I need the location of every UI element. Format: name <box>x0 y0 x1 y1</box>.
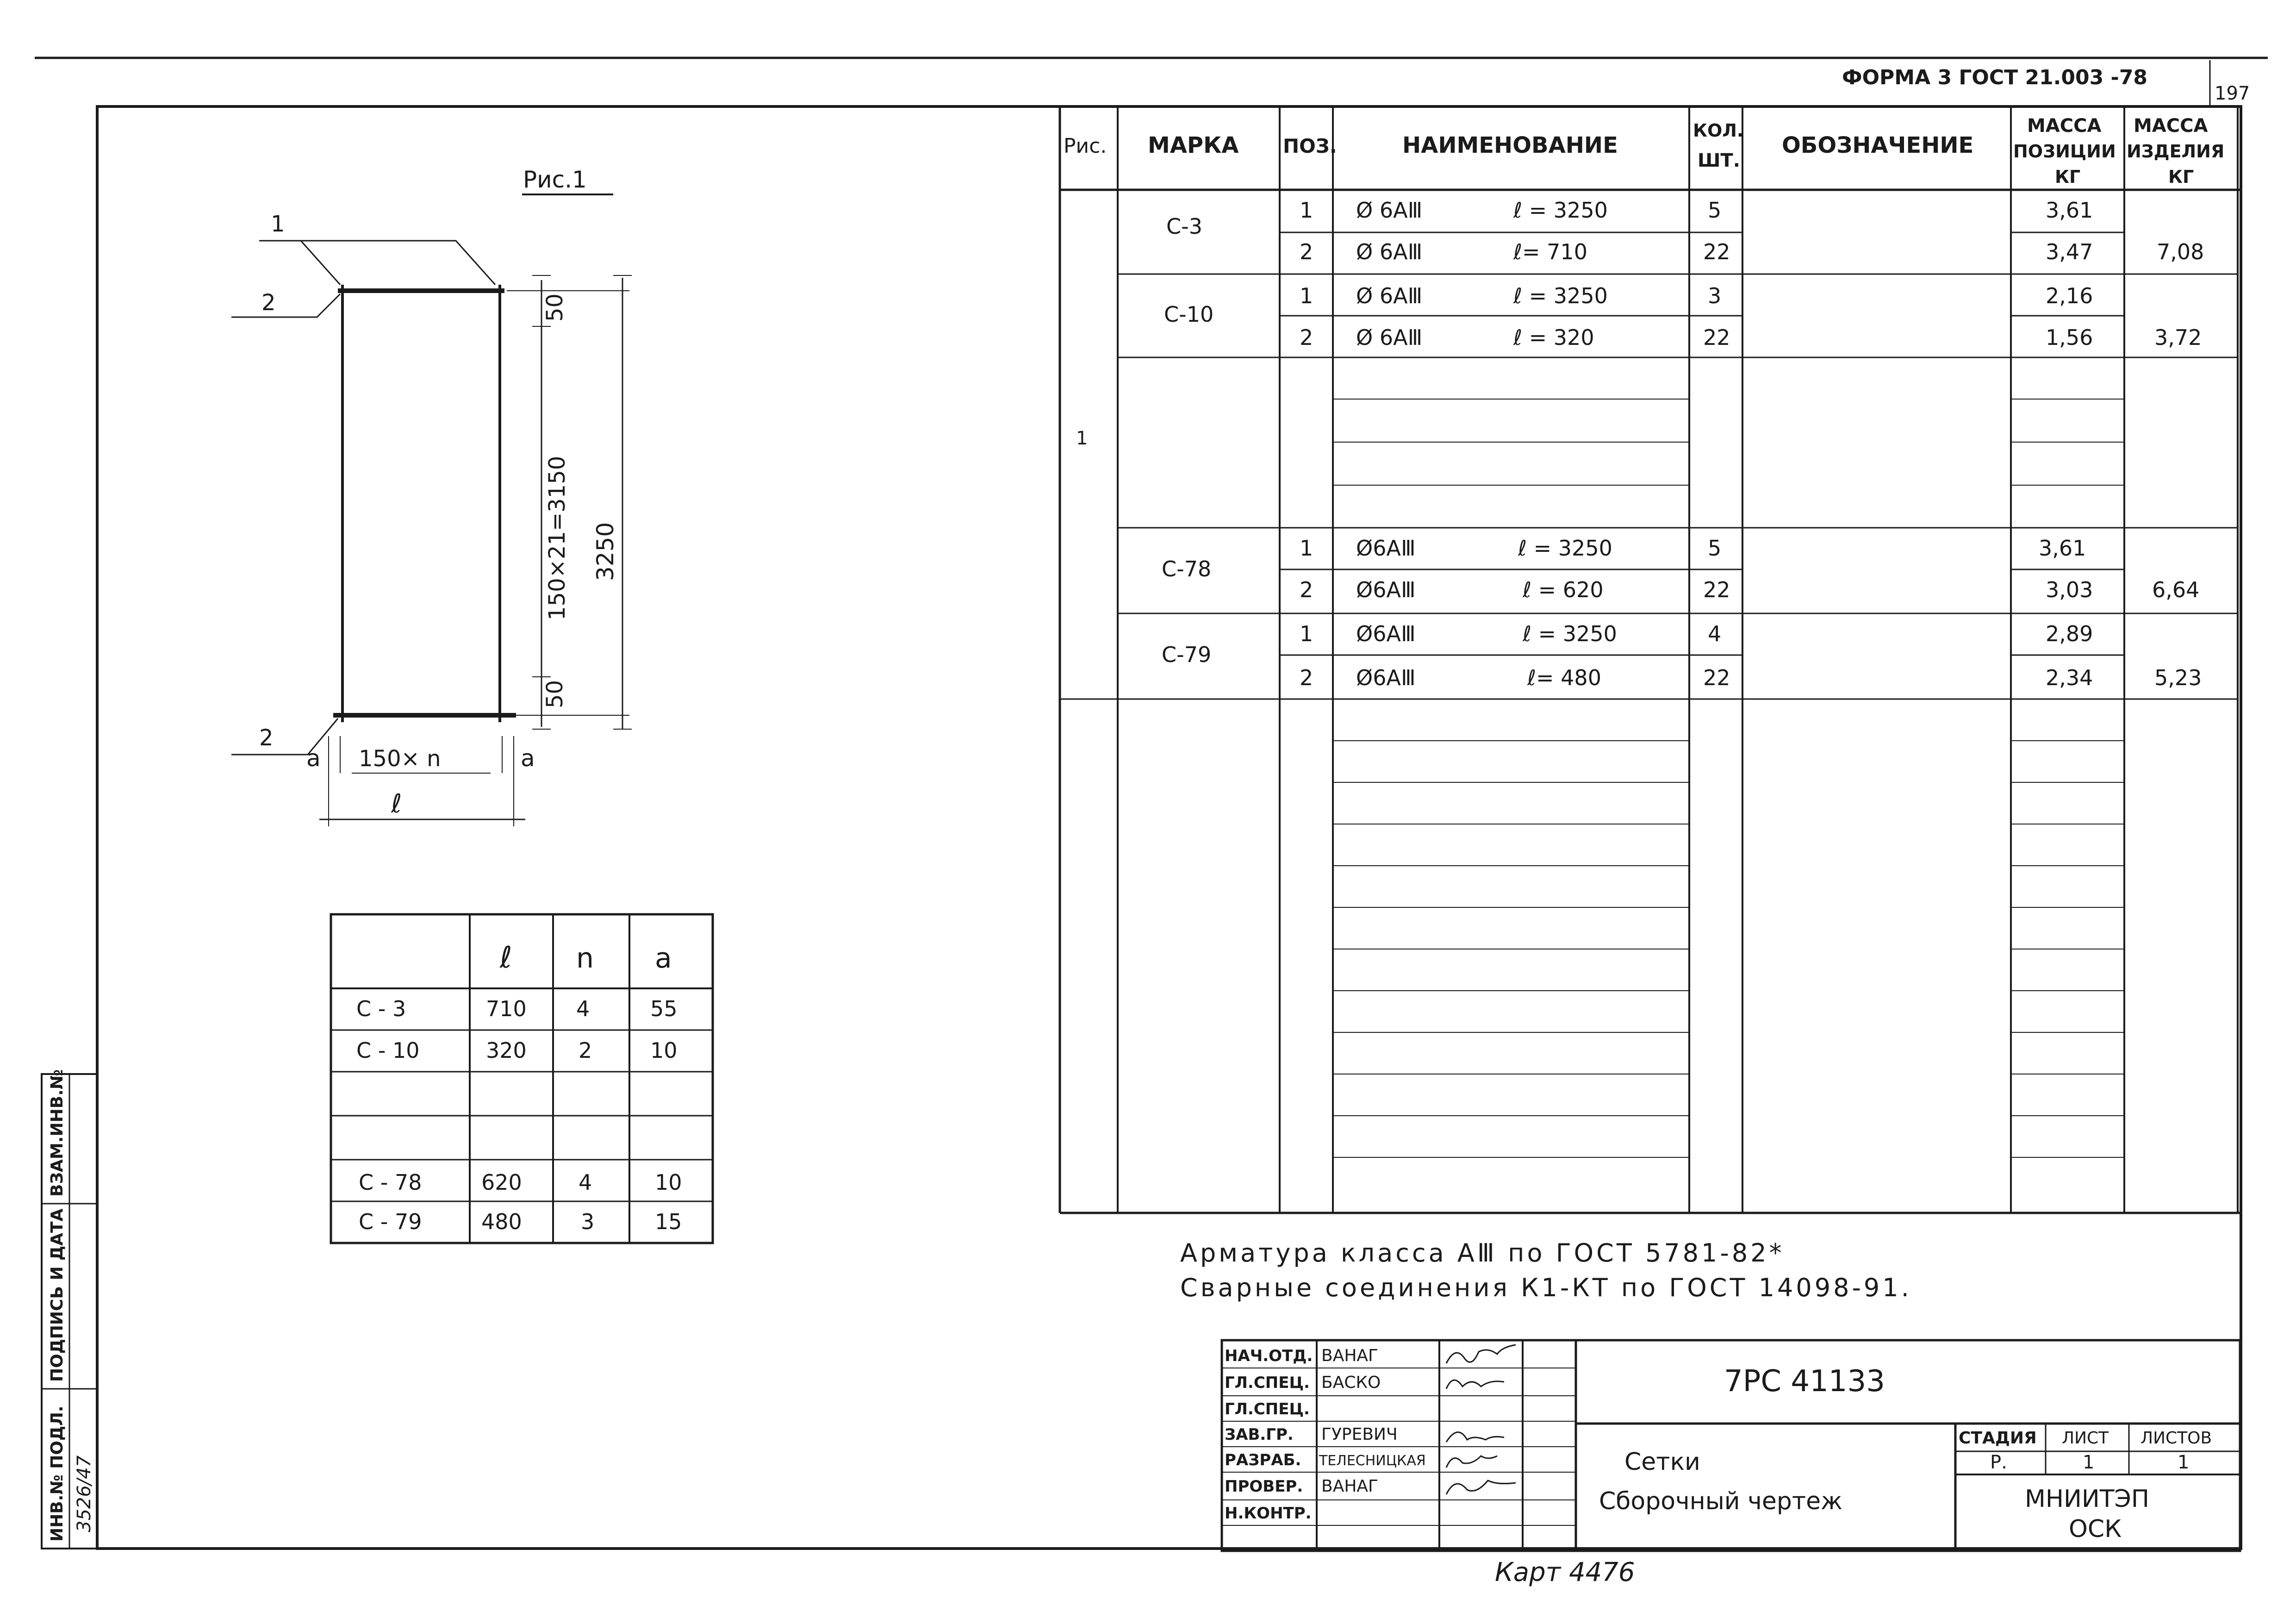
dim-bottom-offset: 50 <box>542 680 568 708</box>
spec-c78-r2-bar: Ø6АⅢ <box>1356 577 1416 602</box>
spec-header-masspos-1: МАССА <box>2027 115 2102 137</box>
spec-c3-r2-bar: Ø 6АⅢ <box>1356 239 1423 264</box>
param-row-2-n: 2 <box>579 1038 592 1063</box>
tb-sheet-label: ЛИСТ <box>2062 1429 2109 1448</box>
spec-header-massitem-2: ИЗДЕЛИЯ <box>2127 141 2225 162</box>
note-1: Арматура класса АⅢ по ГОСТ 5781-82* <box>1180 1238 1785 1268</box>
param-row-2-a: 10 <box>650 1038 678 1063</box>
tb-stage-value: Р. <box>1990 1452 2007 1473</box>
spec-c10-mass-item: 3,72 <box>2154 325 2202 350</box>
tb-stage-label: СТАДИЯ <box>1959 1429 2037 1448</box>
callout-1: 1 <box>271 211 285 237</box>
spec-c78-r2-len: ℓ = 620 <box>1523 577 1604 602</box>
spec-table <box>1060 106 2241 1213</box>
tb-title-line2: Сборочный чертеж <box>1599 1487 1842 1515</box>
tb-role-1: НАЧ.ОТД. <box>1225 1347 1313 1365</box>
form-label: ФОРМА 3 ГОСТ 21.003 -78 <box>1842 66 2148 89</box>
spec-c10-r2-pos: 2 <box>1300 325 1313 350</box>
callout-2-top: 2 <box>261 290 276 316</box>
tb-sheet-value: 1 <box>2083 1452 2095 1473</box>
spec-c3-r2-pos: 2 <box>1300 239 1313 264</box>
spec-c79-mark: С-79 <box>1162 642 1212 667</box>
tb-role-5: РАЗРАБ. <box>1225 1451 1301 1469</box>
param-row-1-a: 55 <box>650 996 678 1021</box>
spec-c10-r2-len: ℓ = 320 <box>1513 325 1594 350</box>
param-row-2-l: 320 <box>486 1038 527 1063</box>
spec-c79-r2-bar: Ø6АⅢ <box>1356 665 1416 690</box>
spec-header-massitem-3: КГ <box>2168 167 2194 187</box>
spec-c3-r2-qty: 22 <box>1703 239 1730 264</box>
spec-c79-r1-qty: 4 <box>1708 621 1722 646</box>
param-header-l: ℓ <box>500 941 512 975</box>
spec-c10-r1-len: ℓ = 3250 <box>1513 283 1608 308</box>
figure-title: Рис.1 <box>523 166 587 193</box>
spec-c79-r2-qty: 22 <box>1703 665 1730 690</box>
tb-name-4: ГУРЕВИЧ <box>1321 1425 1398 1444</box>
spec-c78-r1-qty: 5 <box>1708 536 1722 561</box>
title-block <box>1222 1340 2240 1551</box>
param-row-6-mark: С - 79 <box>359 1209 422 1234</box>
callout-2-bottom: 2 <box>259 725 274 751</box>
stamp-inv-value: 3526/47 <box>74 1455 95 1532</box>
param-row-5-n: 4 <box>579 1170 592 1195</box>
spec-c10-r2-mass: 1,56 <box>2046 325 2093 350</box>
spec-header-qty-2: ШТ. <box>1698 150 1740 171</box>
spec-header-qty-1: КОЛ. <box>1693 120 1744 141</box>
param-row-1-l: 710 <box>486 996 527 1021</box>
stamp-label-vzam: ВЗАМ.ИНВ.№ <box>48 1069 67 1197</box>
mesh-figure <box>231 166 632 826</box>
spec-c79-mass-item: 5,23 <box>2154 665 2202 690</box>
spec-c10-r1-mass: 2,16 <box>2046 283 2093 308</box>
spec-c10-r1-qty: 3 <box>1708 283 1722 308</box>
param-row-2-mark: С - 10 <box>356 1038 420 1063</box>
param-row-6-n: 3 <box>581 1209 595 1234</box>
param-row-6-a: 15 <box>655 1209 682 1234</box>
dim-total-height: 3250 <box>592 522 619 581</box>
param-header-a: a <box>655 942 672 974</box>
stamp-label-signdate: ПОДПИСЬ И ДАТА <box>48 1208 67 1382</box>
spec-c10-r1-pos: 1 <box>1300 283 1313 308</box>
spec-c3-r1-bar: Ø 6АⅢ <box>1356 198 1423 223</box>
param-row-5-a: 10 <box>655 1170 682 1195</box>
spec-c78-r2-pos: 2 <box>1300 577 1313 602</box>
tb-title-line1: Сетки <box>1624 1448 1700 1476</box>
spec-header-fig: Рис. <box>1064 134 1107 158</box>
spec-group-c3 <box>1166 198 2204 264</box>
param-row-1-mark: С - 3 <box>356 996 406 1021</box>
note-2: Сварные соединения К1-КТ по ГОСТ 14098-91. <box>1180 1273 1912 1302</box>
spec-c79-r1-pos: 1 <box>1300 621 1313 646</box>
dim-a-right: a <box>521 745 535 772</box>
spec-c3-r1-mass: 3,61 <box>2046 198 2093 223</box>
tb-role-3: ГЛ.СПЕЦ. <box>1225 1400 1310 1418</box>
spec-c3-r1-len: ℓ = 3250 <box>1513 198 1608 223</box>
header <box>1842 66 2250 104</box>
tb-role-7: Н.КОНТР. <box>1225 1504 1312 1523</box>
spec-header-masspos-2: ПОЗИЦИИ <box>2013 141 2116 162</box>
spec-c78-r1-mass: 3,61 <box>2039 536 2086 561</box>
param-row-6-l: 480 <box>481 1209 522 1234</box>
spec-c10-r2-qty: 22 <box>1703 325 1730 350</box>
spec-header-mark: МАРКА <box>1148 132 1239 158</box>
tb-doc-code: 7РС 41133 <box>1724 1364 1885 1399</box>
dim-a-left: a <box>306 745 321 772</box>
side-stamp <box>42 1069 97 1549</box>
tb-name-2: БАСКО <box>1321 1373 1381 1392</box>
spec-header-designation: ОБОЗНАЧЕНИЕ <box>1782 132 1974 158</box>
spec-group-c10 <box>1164 283 2202 350</box>
spec-c3-r2-mass: 3,47 <box>2046 239 2093 264</box>
tb-role-4: ЗАВ.ГР. <box>1225 1425 1294 1444</box>
spec-c78-r1-pos: 1 <box>1300 536 1313 561</box>
spec-c3-mark: С-3 <box>1166 214 1202 239</box>
dim-length: ℓ <box>391 789 402 819</box>
spec-header-pos: ПОЗ. <box>1283 135 1337 157</box>
spec-c10-r2-bar: Ø 6АⅢ <box>1356 325 1423 350</box>
param-row-1-n: 4 <box>576 996 590 1021</box>
tb-org-line2: ОСК <box>2069 1515 2122 1543</box>
tb-sheets-value: 1 <box>2178 1452 2190 1473</box>
dim-top-offset: 50 <box>542 293 568 322</box>
spec-c79-r2-len: ℓ= 480 <box>1527 665 1601 690</box>
sheet-frame <box>35 58 2268 1549</box>
spec-c78-mass-item: 6,64 <box>2152 577 2200 602</box>
spec-c79-r1-bar: Ø6АⅢ <box>1356 621 1416 646</box>
spec-c79-r2-pos: 2 <box>1300 665 1313 690</box>
param-table <box>331 914 713 1243</box>
spec-c79-r1-len: ℓ = 3250 <box>1523 621 1617 646</box>
tb-org-line1: МНИИТЭП <box>2025 1485 2149 1513</box>
tb-sheets-label: ЛИСТОВ <box>2140 1429 2212 1448</box>
tb-name-5: ТЕЛЕСНИЦКАЯ <box>1319 1453 1426 1469</box>
spec-c78-r1-bar: Ø6АⅢ <box>1356 536 1416 561</box>
stamp-label-inv: ИНВ.№ ПОДЛ. <box>48 1405 67 1542</box>
spec-c79-r1-mass: 2,89 <box>2046 621 2093 646</box>
tb-name-6: ВАНАГ <box>1321 1477 1378 1496</box>
spec-c78-r2-mass: 3,03 <box>2046 577 2093 602</box>
dim-middle-span: 150×21=3150 <box>544 456 570 620</box>
spec-c78-r1-len: ℓ = 3250 <box>1518 536 1612 561</box>
spec-c10-mark: С-10 <box>1164 302 1214 327</box>
spec-header-massitem-1: МАССА <box>2134 115 2208 137</box>
dim-span: 150× n <box>359 746 441 772</box>
notes <box>1180 1238 1912 1302</box>
param-row-5-mark: С - 78 <box>359 1170 422 1195</box>
tb-role-2: ГЛ.СПЕЦ. <box>1225 1374 1310 1392</box>
spec-c78-mark: С-78 <box>1162 556 1212 581</box>
archive-note: Карт 4476 <box>1495 1557 1635 1587</box>
param-header-n: n <box>576 942 594 974</box>
tb-name-1: ВАНАГ <box>1321 1346 1378 1365</box>
spec-c10-r1-bar: Ø 6АⅢ <box>1356 283 1423 308</box>
spec-header-name: НАИМЕНОВАНИЕ <box>1402 132 1618 158</box>
spec-header-masspos-3: КГ <box>2055 167 2081 187</box>
page-number: 197 <box>2215 83 2250 104</box>
spec-c3-r1-pos: 1 <box>1300 198 1313 223</box>
spec-fig-value: 1 <box>1076 428 1088 449</box>
tb-role-6: ПРОВЕР. <box>1225 1477 1303 1496</box>
spec-c79-r2-mass: 2,34 <box>2046 665 2093 690</box>
spec-c3-mass-item: 7,08 <box>2157 239 2204 264</box>
param-row-5-l: 620 <box>481 1170 522 1195</box>
spec-c3-r2-len: ℓ= 710 <box>1513 239 1587 264</box>
spec-c3-r1-qty: 5 <box>1708 198 1722 223</box>
spec-c78-r2-qty: 22 <box>1703 577 1730 602</box>
